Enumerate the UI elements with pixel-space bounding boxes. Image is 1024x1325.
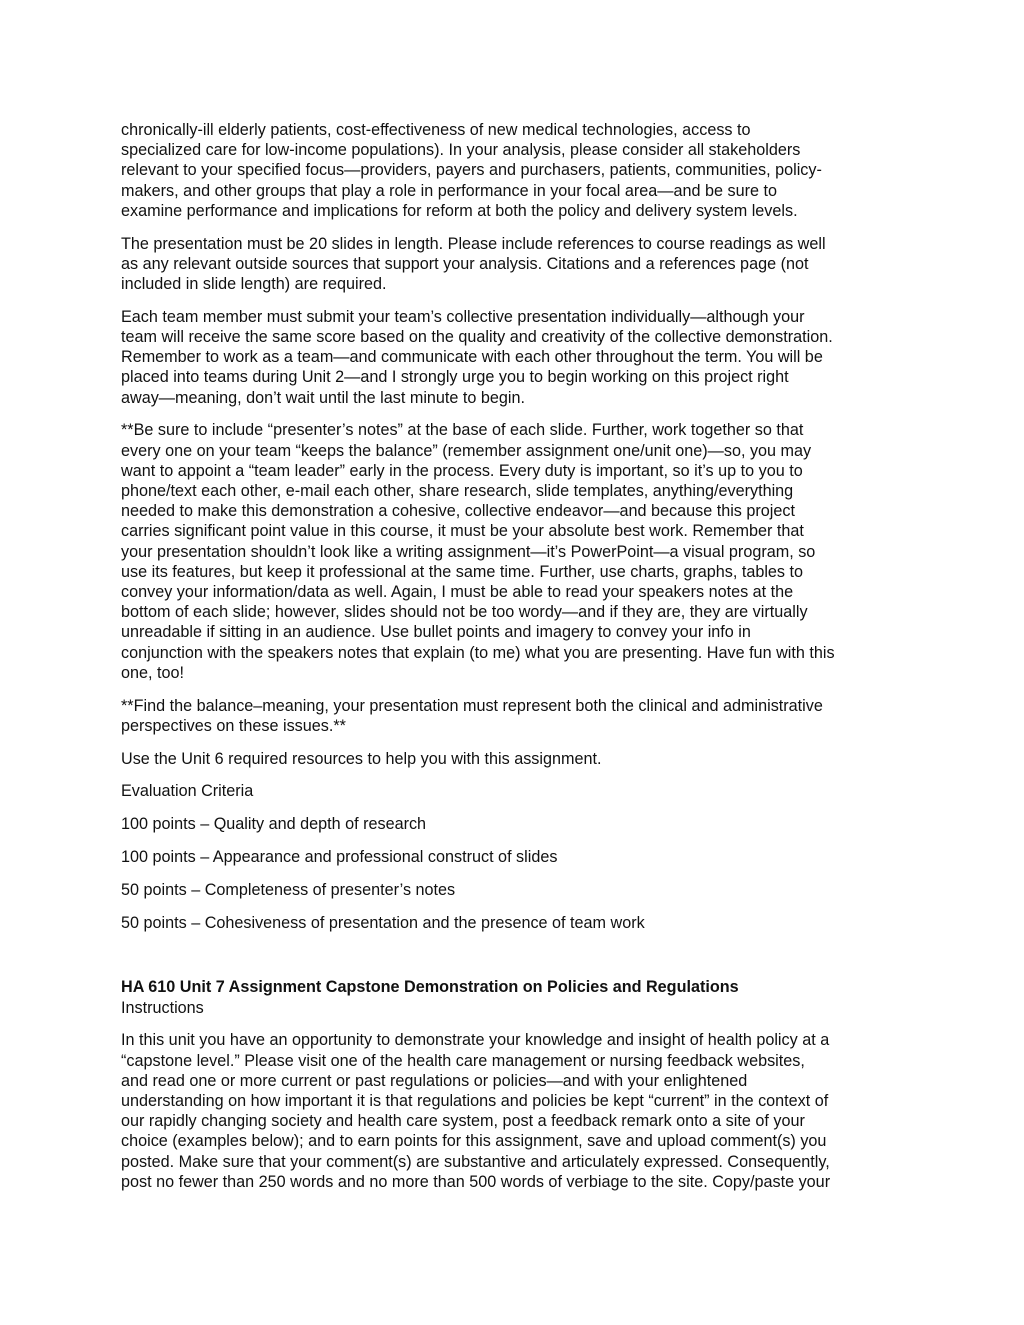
text-line: phone/text each other, e-mail each other, share research, slide templates, anything/everything: [121, 482, 794, 501]
text-line: every one on your team “keeps the balance” (remember assignment one/unit one)—so, you may: [121, 441, 812, 460]
section-heading: HA 610 Unit 7 Assignment Capstone Demonstration on Policies and Regulations: [121, 978, 739, 997]
text-line: one, too!: [121, 663, 185, 682]
criteria-item: [121, 814, 907, 834]
text-line: post no fewer than 250 words and no more than 500 words of verbiage to the site. Copy/paste your: [121, 1172, 831, 1191]
paragraph-team-submission: [121, 307, 907, 408]
text-line: chronically-ill elderly patients, cost-effectiveness of new medical technologies, access to: [121, 121, 751, 139]
text-line: examine performance and implications for reform at both the policy and delivery system levels.: [121, 201, 798, 220]
text-line: unreadable if sitting in an audience. Use bullet points and imagery to convey your info in: [121, 623, 751, 642]
text-line: carries significant point value in this course, it must be your absolute best work. Remember that: [121, 522, 804, 541]
text-line: posted. Make sure that your comment(s) are substantive and articulately expressed. Consequently,: [121, 1152, 830, 1171]
section-heading-block: [121, 977, 907, 1017]
section-subheading: Instructions: [121, 998, 204, 1017]
text-line: **Be sure to include “presenter’s notes” at the base of each slide. Further, work together so that: [121, 421, 804, 440]
text-line: 100 points – Quality and depth of research: [121, 815, 427, 834]
text-line: 100 points – Appearance and professional construct of slides: [121, 848, 558, 867]
text-line: conjunction with the speakers notes that explain (to me) what you are presenting. Have fun with this: [121, 643, 835, 662]
text-line: Evaluation Criteria: [121, 782, 254, 801]
document-page: [121, 120, 907, 1205]
text-line: our rapidly changing society and health care system, post a feedback remark onto a site of your: [121, 1112, 805, 1131]
text-line: **Find the balance–meaning, your presentation must represent both the clinical and administrative: [121, 696, 823, 715]
evaluation-criteria-title: [121, 781, 907, 801]
text-line: relevant to your specified focus—providers, payers and purchasers, patients, communities, policy-: [121, 161, 822, 180]
text-line: use its features, but keep it professional at the same time. Further, use charts, graphs, tables to: [121, 562, 804, 581]
criteria-item: [121, 880, 907, 900]
text-line: your presentation shouldn’t look like a writing assignment—it’s PowerPoint—a visual program, so: [121, 542, 816, 561]
text-line: makers, and other groups that play a role in performance in your focal area—and be sure to: [121, 181, 777, 200]
text-line: Use the Unit 6 required resources to help you with this assignment.: [121, 749, 602, 768]
criteria-item: [121, 847, 907, 867]
text-line: specialized care for low-income populations). In your analysis, please consider all stakeholders: [121, 141, 801, 160]
text-line: Remember to work as a team—and communicate with each other throughout the term. You will be: [121, 348, 823, 367]
text-line: placed into teams during Unit 2—and I strongly urge you to begin working on this project right: [121, 368, 789, 387]
text-line: team will receive the same score based on the quality and creativity of the collective demonstration.: [121, 328, 833, 347]
section-spacer: [121, 945, 907, 977]
text-line: away—meaning, don’t wait until the last minute to begin.: [121, 388, 526, 407]
paragraph-stakeholders: [121, 120, 907, 221]
text-line: want to appoint a “team leader” early in the process. Every duty is important, so it’s up to you to: [121, 461, 803, 480]
text-line: included in slide length) are required.: [121, 275, 387, 294]
text-line: 50 points – Completeness of presenter’s notes: [121, 880, 456, 899]
paragraph-presenter-notes: [121, 420, 907, 683]
paragraph-slide-length: [121, 234, 907, 295]
criteria-item: [121, 913, 907, 933]
text-line: as any relevant outside sources that support your analysis. Citations and a references page (not: [121, 254, 809, 273]
paragraph-capstone-instructions: [121, 1030, 907, 1192]
text-line: understanding on how important it is that regulations and policies be kept “current” in the context of: [121, 1092, 829, 1111]
text-line: “capstone level.” Please visit one of the health care management or nursing feedback websites,: [121, 1051, 805, 1070]
text-line: choice (examples below); and to earn points for this assignment, save and upload comment(s) you: [121, 1132, 827, 1151]
text-line: and read one or more current or past regulations or policies—and with your enlightened: [121, 1071, 748, 1090]
text-line: In this unit you have an opportunity to demonstrate your knowledge and insight of health policy at a: [121, 1031, 830, 1050]
text-line: bottom of each slide; however, slides should not be too wordy—and if they are, they are virtually: [121, 603, 808, 622]
text-line: Each team member must submit your team’s collective presentation individually—although your: [121, 307, 805, 326]
paragraph-balance: [121, 696, 907, 736]
text-line: The presentation must be 20 slides in length. Please include references to course readings as well: [121, 234, 826, 253]
text-line: needed to make this demonstration a cohesive, collective endeavor—and because this project: [121, 502, 795, 521]
text-line: 50 points – Cohesiveness of presentation and the presence of team work: [121, 913, 645, 932]
text-line: convey your information/data as well. Again, I must be able to read your speakers notes at the: [121, 583, 794, 602]
paragraph-resources: [121, 749, 907, 769]
text-line: perspectives on these issues.**: [121, 716, 346, 735]
